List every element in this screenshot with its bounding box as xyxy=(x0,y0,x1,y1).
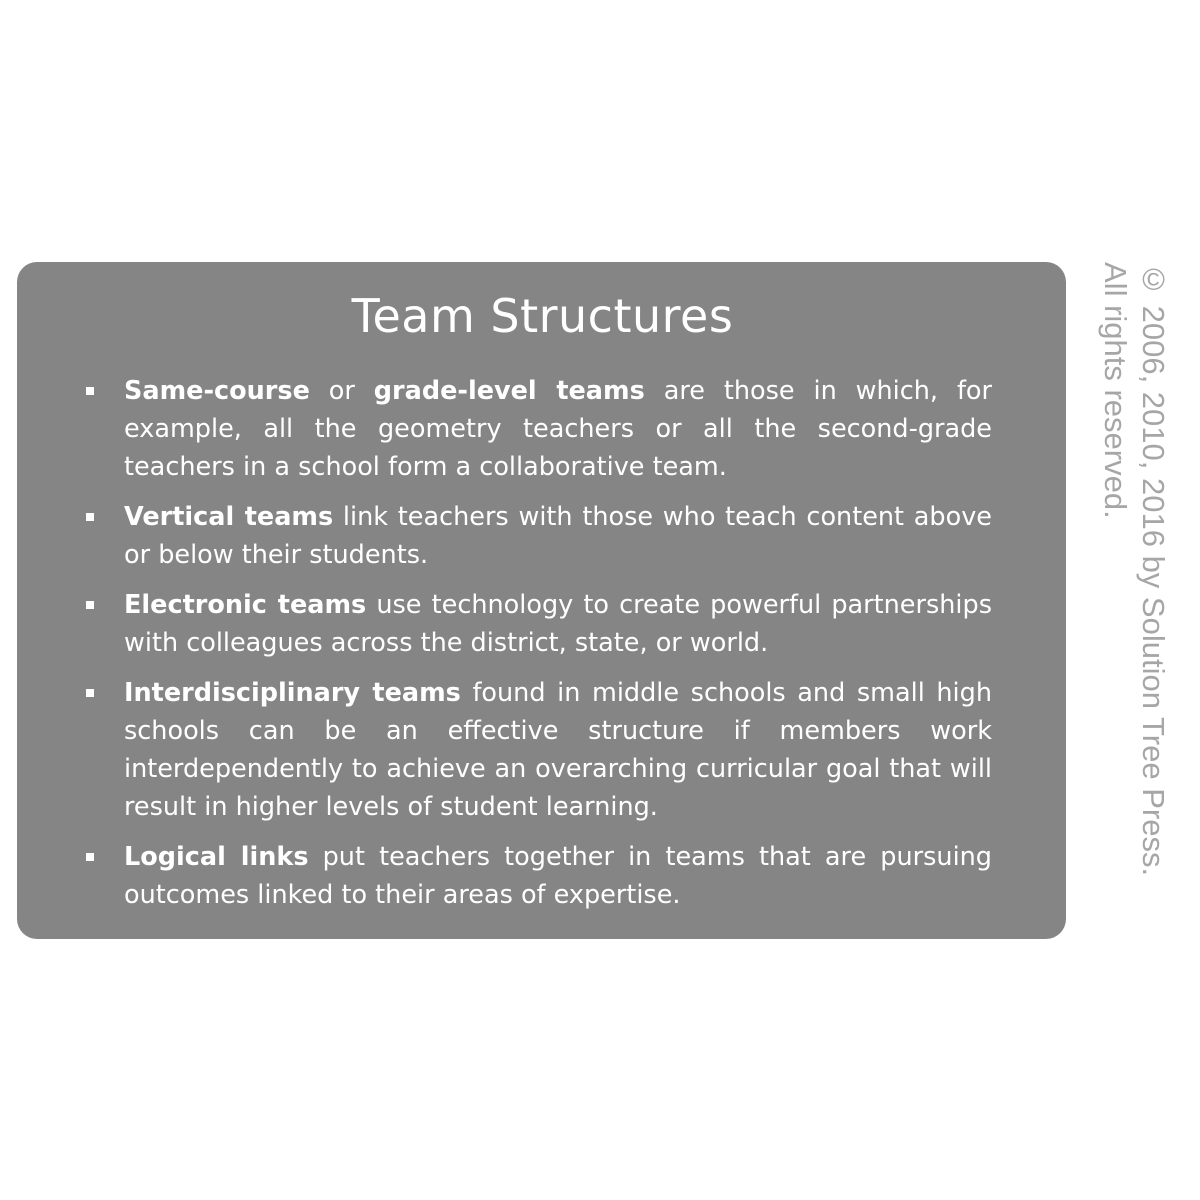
item-text: put teachers together in teams that are pursuing outcomes linked to their areas of expertise. xyxy=(124,842,992,910)
square-bullet-icon xyxy=(86,601,94,609)
item-connector: or xyxy=(309,376,374,406)
square-bullet-icon xyxy=(86,513,94,521)
item-text: found in middle schools and small high schools can be an effective structure if members work interdependently to achieve an overarching curricular goal that will result in higher levels of student learning. xyxy=(124,678,992,822)
item-text: link teachers with those who teach content above or below their students. xyxy=(124,502,992,570)
item-term: Same-course xyxy=(124,376,310,406)
rights-line: All rights reserved. xyxy=(1098,262,1133,519)
copyright-line: © 2006, 2010, 2016 by Solution Tree Press. xyxy=(1136,262,1171,877)
card-title: Team Structures xyxy=(351,289,734,343)
item-term-secondary: grade-level teams xyxy=(373,376,645,406)
square-bullet-icon xyxy=(86,689,94,697)
square-bullet-icon xyxy=(86,387,94,395)
list-item-electronic-teams xyxy=(82,586,992,662)
item-term: Interdisciplinary teams xyxy=(124,678,461,708)
copyright-notice xyxy=(1092,262,1172,942)
square-bullet-icon xyxy=(86,853,94,861)
item-text: use technology to create powerful partnerships with colleagues across the district, state, or world. xyxy=(124,590,992,658)
item-term: Logical links xyxy=(124,842,309,872)
team-structures-list xyxy=(82,372,992,926)
item-term: Electronic teams xyxy=(124,590,367,620)
list-item-interdisciplinary-teams xyxy=(82,674,992,826)
item-text: are those in which, for example, all the geometry teachers or all the second-grade teachers in a school form a collaborative team. xyxy=(124,376,993,482)
item-term: Vertical teams xyxy=(124,502,334,532)
list-item-same-course xyxy=(82,372,992,486)
list-item-logical-links xyxy=(82,838,992,914)
list-item-vertical-teams xyxy=(82,498,992,574)
